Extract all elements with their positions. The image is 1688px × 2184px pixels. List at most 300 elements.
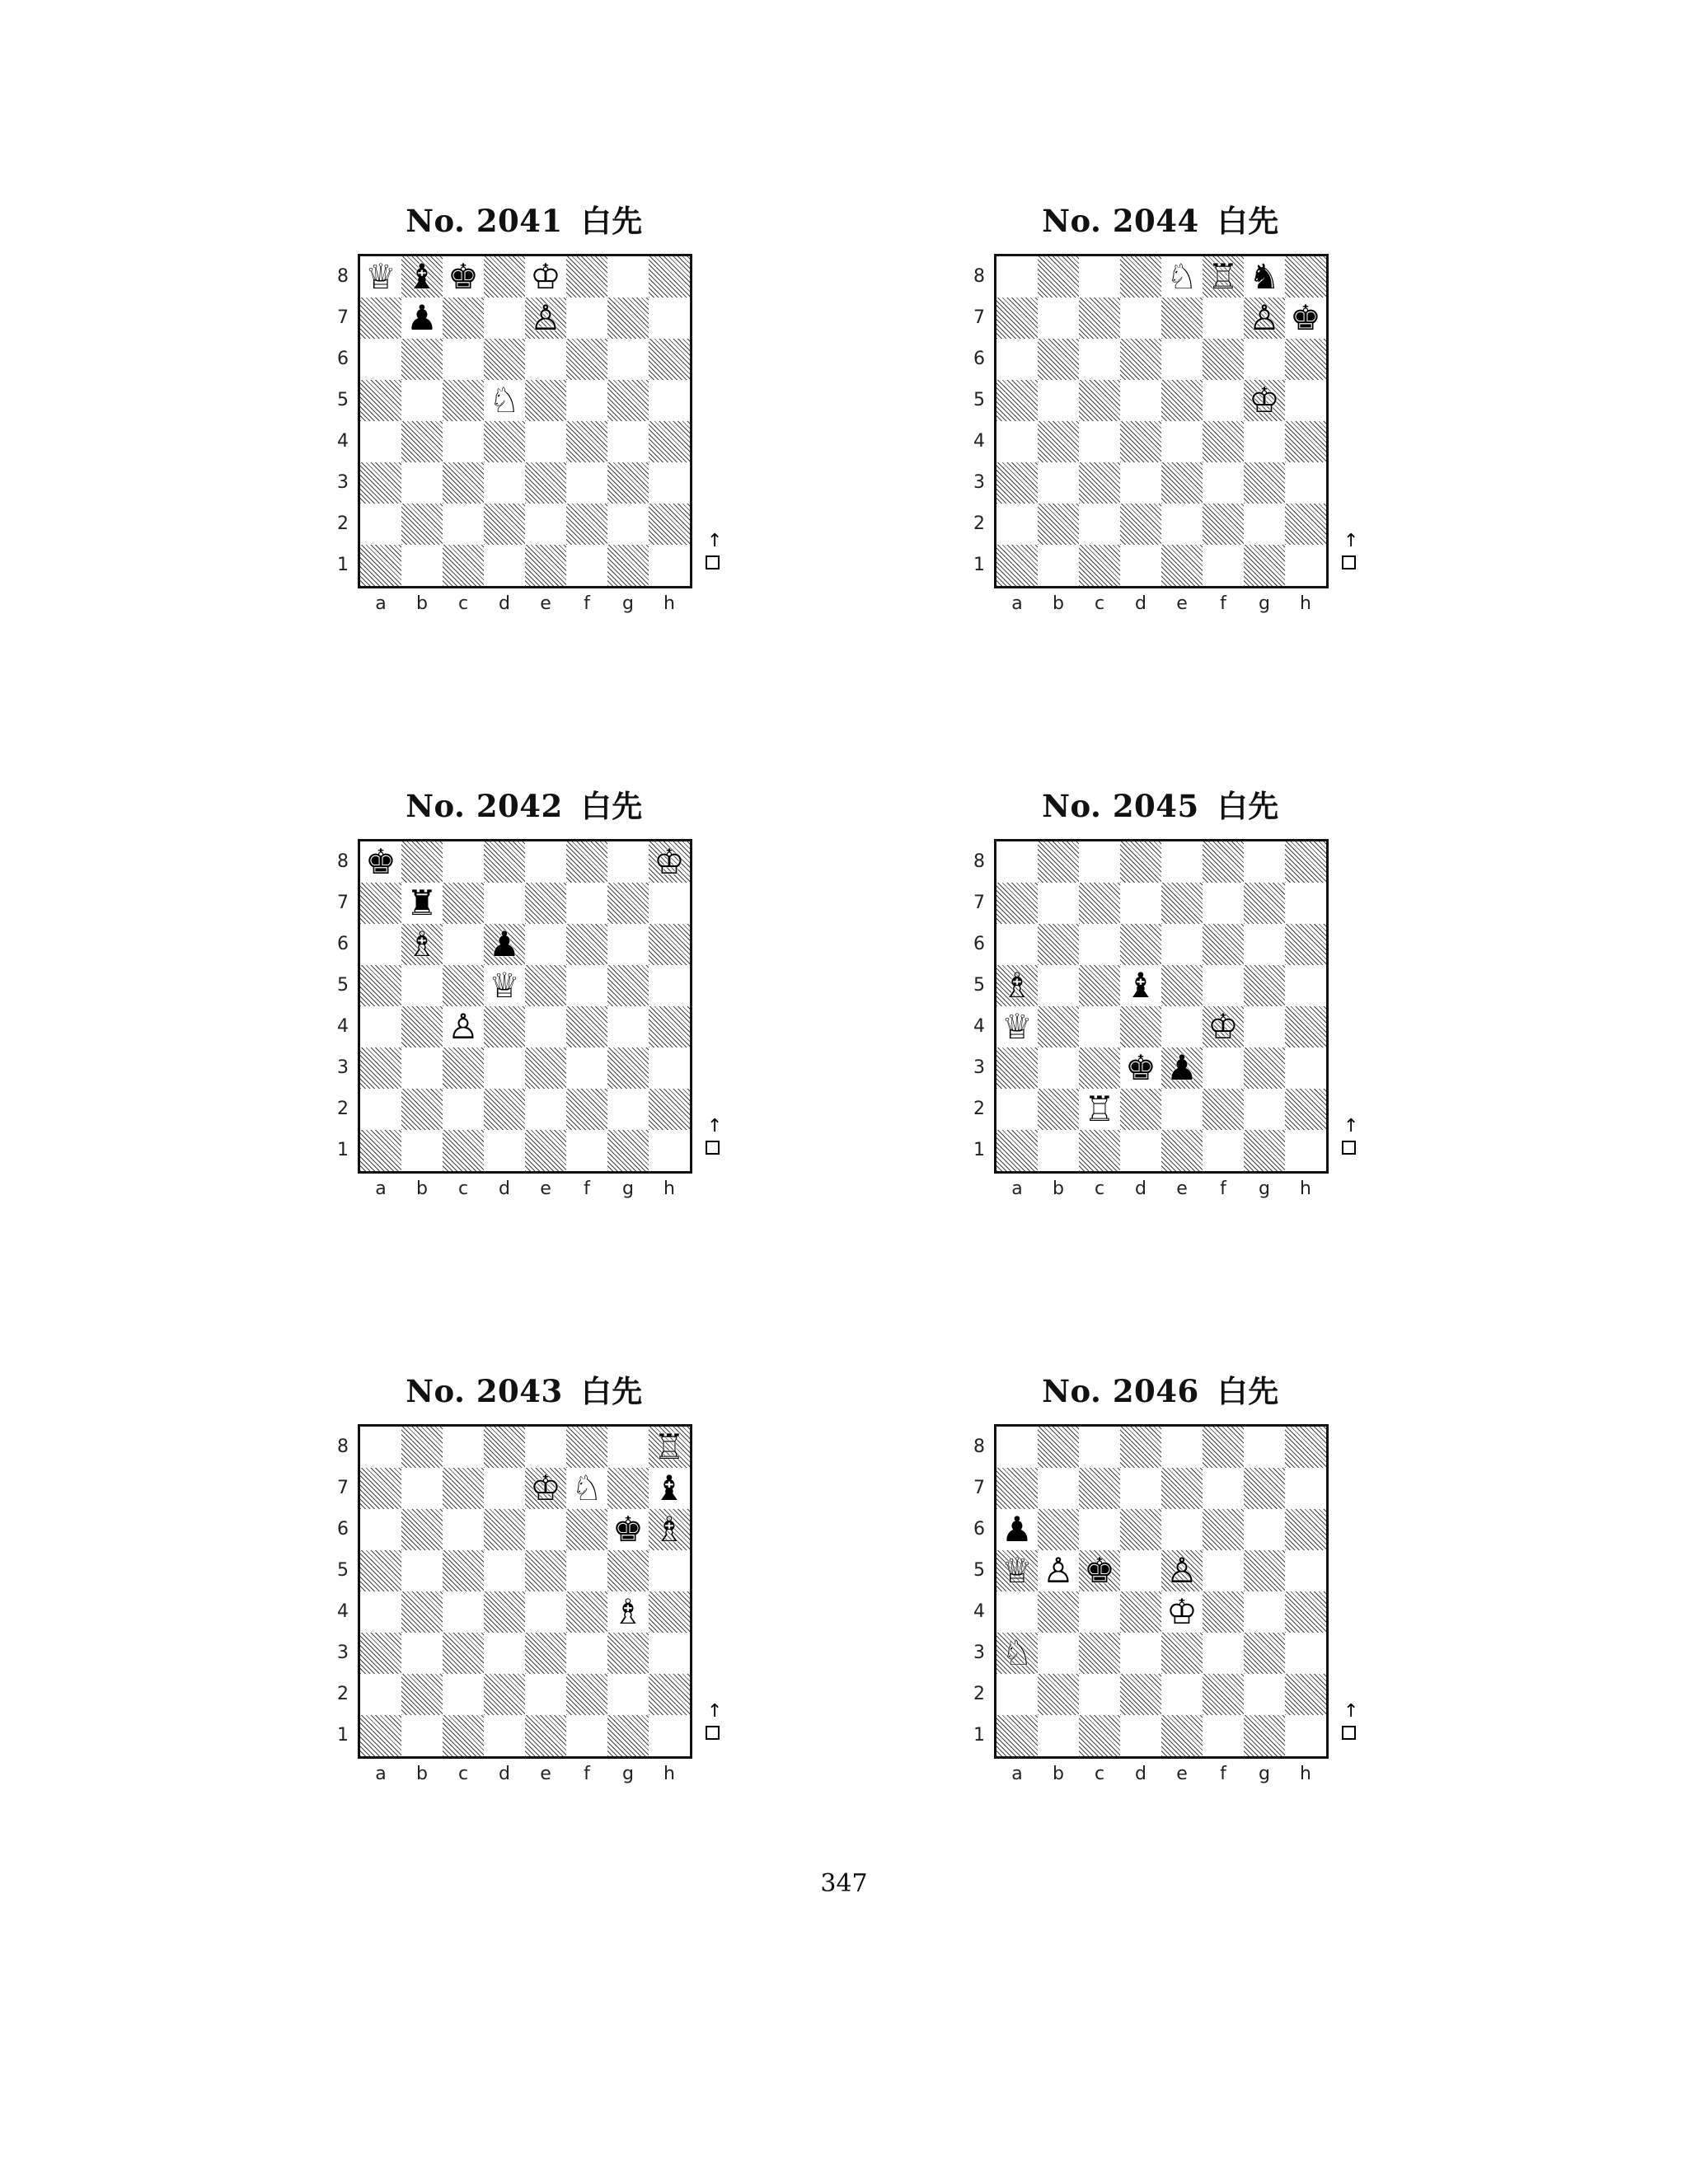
square-f1 xyxy=(1203,1715,1244,1756)
rank-label: 6 xyxy=(973,934,985,954)
puzzle-number: No. 2043 xyxy=(406,1373,563,1409)
square-e5 xyxy=(525,965,566,1006)
square-g3 xyxy=(1244,1633,1285,1674)
square-b6 xyxy=(401,924,443,965)
square-h5 xyxy=(649,380,690,421)
square-f4 xyxy=(566,421,607,462)
square-d2 xyxy=(484,1089,525,1130)
square-g1 xyxy=(1244,1715,1285,1756)
square-d1 xyxy=(484,1130,525,1171)
chess-piece: ♗ xyxy=(1001,965,1033,1005)
square-e4 xyxy=(1161,1591,1203,1633)
square-e7 xyxy=(1161,1468,1203,1509)
rank-label: 5 xyxy=(337,390,349,410)
square-b6 xyxy=(1038,339,1079,380)
square-b1 xyxy=(401,545,443,586)
rank-label: 7 xyxy=(337,893,349,913)
square-c7 xyxy=(443,298,484,339)
white-to-move-indicator xyxy=(704,1116,723,1159)
square-f7 xyxy=(1203,298,1244,339)
chess-piece: ♖ xyxy=(654,1427,685,1467)
rank-label: 1 xyxy=(337,1140,349,1160)
square-d8 xyxy=(1120,256,1161,298)
square-g6 xyxy=(1244,1509,1285,1550)
square-a6 xyxy=(996,924,1038,965)
square-h8 xyxy=(649,1427,690,1468)
square-b5 xyxy=(401,1550,443,1591)
square-f3 xyxy=(1203,1047,1244,1089)
puzzle-number: No. 2042 xyxy=(406,788,563,824)
square-c8 xyxy=(443,841,484,883)
square-b4 xyxy=(1038,421,1079,462)
square-d6 xyxy=(1120,1509,1161,1550)
file-label: a xyxy=(375,593,387,614)
square-c3 xyxy=(1079,1633,1120,1674)
square-h6 xyxy=(1285,339,1326,380)
chess-piece: ♝ xyxy=(1125,965,1156,1005)
white-square-icon xyxy=(1342,1141,1356,1155)
square-e3 xyxy=(525,462,566,504)
file-label: c xyxy=(1094,593,1105,614)
square-e6 xyxy=(525,339,566,380)
square-f8 xyxy=(1203,1427,1244,1468)
square-h4 xyxy=(649,1591,690,1633)
file-label: h xyxy=(663,1764,675,1784)
square-g4 xyxy=(607,421,649,462)
rank-label: 1 xyxy=(337,1725,349,1746)
square-h3 xyxy=(1285,462,1326,504)
square-g8 xyxy=(607,841,649,883)
square-g8 xyxy=(1244,256,1285,298)
square-h5 xyxy=(1285,380,1326,421)
square-e8 xyxy=(525,1427,566,1468)
square-f1 xyxy=(1203,545,1244,586)
file-label: b xyxy=(1053,1764,1064,1784)
square-h1 xyxy=(649,545,690,586)
chess-piece: ♕ xyxy=(365,256,396,297)
square-f5 xyxy=(566,380,607,421)
square-e2 xyxy=(525,504,566,545)
square-b2 xyxy=(401,1089,443,1130)
square-g5 xyxy=(1244,965,1285,1006)
chess-piece: ♚ xyxy=(1084,1550,1115,1591)
file-label: d xyxy=(499,1764,510,1784)
square-f6 xyxy=(1203,1509,1244,1550)
square-f6 xyxy=(566,1509,607,1550)
chess-piece: ♔ xyxy=(530,1468,561,1508)
square-g1 xyxy=(607,1715,649,1756)
file-label: e xyxy=(540,1179,551,1199)
white-to-move-indicator xyxy=(1340,1703,1357,1744)
square-b3 xyxy=(401,1047,443,1089)
square-b5 xyxy=(1038,965,1079,1006)
rank-label: 7 xyxy=(973,1478,985,1498)
file-label: g xyxy=(622,593,634,614)
square-d8 xyxy=(484,256,525,298)
square-d4 xyxy=(484,1006,525,1047)
square-h5 xyxy=(1285,965,1326,1006)
square-c1 xyxy=(443,1715,484,1756)
square-e1 xyxy=(1161,1715,1203,1756)
rank-label: 5 xyxy=(337,975,349,996)
white-to-move-indicator xyxy=(1340,532,1357,574)
square-c4 xyxy=(1079,1591,1120,1633)
square-c6 xyxy=(1079,924,1120,965)
square-e6 xyxy=(1161,339,1203,380)
square-h1 xyxy=(1285,545,1326,586)
square-f7 xyxy=(1203,883,1244,924)
square-e4 xyxy=(525,1006,566,1047)
puzzle-2045 xyxy=(948,781,1359,1243)
square-g3 xyxy=(607,1047,649,1089)
square-f4 xyxy=(566,1591,607,1633)
square-b4 xyxy=(1038,1591,1079,1633)
square-b7 xyxy=(1038,883,1079,924)
file-label: f xyxy=(1220,1179,1226,1199)
square-d5 xyxy=(484,1550,525,1591)
square-d2 xyxy=(1120,1674,1161,1715)
rank-label: 7 xyxy=(973,307,985,328)
square-h5 xyxy=(1285,1550,1326,1591)
square-h4 xyxy=(1285,1591,1326,1633)
square-g2 xyxy=(1244,1089,1285,1130)
file-label: g xyxy=(1259,1764,1270,1784)
rank-label: 3 xyxy=(973,472,985,493)
square-f8 xyxy=(566,1427,607,1468)
square-f6 xyxy=(566,924,607,965)
rank-label: 8 xyxy=(337,1436,349,1457)
chess-board xyxy=(358,254,692,588)
square-f7 xyxy=(1203,1468,1244,1509)
square-a4 xyxy=(360,1006,401,1047)
puzzle-2042 xyxy=(312,781,723,1243)
chess-piece: ♟ xyxy=(1001,1509,1033,1549)
chess-piece: ♚ xyxy=(1125,1047,1156,1088)
square-b3 xyxy=(1038,1633,1079,1674)
square-d4 xyxy=(1120,1006,1161,1047)
square-c7 xyxy=(443,1468,484,1509)
file-label: c xyxy=(1094,1179,1105,1199)
rank-label: 4 xyxy=(337,1016,349,1037)
square-c6 xyxy=(443,339,484,380)
puzzle-title xyxy=(359,196,689,241)
square-e8 xyxy=(1161,841,1203,883)
square-b5 xyxy=(1038,380,1079,421)
square-e5 xyxy=(1161,1550,1203,1591)
rank-label: 1 xyxy=(973,1725,985,1746)
square-d6 xyxy=(1120,339,1161,380)
square-h1 xyxy=(1285,1130,1326,1171)
square-g7 xyxy=(607,883,649,924)
file-label: c xyxy=(1094,1764,1105,1784)
square-f6 xyxy=(566,339,607,380)
square-d3 xyxy=(1120,1047,1161,1089)
file-label: d xyxy=(499,593,510,614)
white-to-move-indicator xyxy=(704,531,723,574)
square-d2 xyxy=(1120,504,1161,545)
square-c6 xyxy=(443,924,484,965)
square-b6 xyxy=(1038,924,1079,965)
file-label: f xyxy=(584,1764,590,1784)
square-g5 xyxy=(607,965,649,1006)
square-f1 xyxy=(566,545,607,586)
square-c1 xyxy=(1079,1715,1120,1756)
square-a8 xyxy=(996,256,1038,298)
file-label: a xyxy=(1011,1764,1023,1784)
file-label: f xyxy=(584,593,590,614)
rank-label: 8 xyxy=(337,851,349,872)
square-c2 xyxy=(1079,1674,1120,1715)
square-g5 xyxy=(1244,380,1285,421)
square-d1 xyxy=(1120,1130,1161,1171)
square-h1 xyxy=(1285,1715,1326,1756)
square-f8 xyxy=(566,256,607,298)
square-a4 xyxy=(996,421,1038,462)
square-h4 xyxy=(1285,1006,1326,1047)
square-g3 xyxy=(1244,462,1285,504)
square-h8 xyxy=(1285,841,1326,883)
square-h2 xyxy=(1285,504,1326,545)
square-e2 xyxy=(1161,1089,1203,1130)
square-g2 xyxy=(607,1089,649,1130)
square-g8 xyxy=(607,256,649,298)
puzzle-number: No. 2041 xyxy=(406,203,563,239)
rank-label: 3 xyxy=(337,472,349,493)
square-c7 xyxy=(1079,298,1120,339)
square-a6 xyxy=(360,924,401,965)
square-f2 xyxy=(566,1674,607,1715)
square-c4 xyxy=(443,1006,484,1047)
square-e4 xyxy=(1161,421,1203,462)
square-d6 xyxy=(484,1509,525,1550)
square-a2 xyxy=(996,504,1038,545)
square-e4 xyxy=(525,1591,566,1633)
square-b8 xyxy=(1038,841,1079,883)
rank-label: 7 xyxy=(337,1478,349,1498)
chess-piece: ♔ xyxy=(1249,380,1280,420)
chess-board xyxy=(358,1424,692,1759)
chess-piece: ♙ xyxy=(1249,298,1280,338)
square-d8 xyxy=(484,841,525,883)
square-e1 xyxy=(525,1130,566,1171)
square-d8 xyxy=(484,1427,525,1468)
file-label: a xyxy=(375,1764,387,1784)
puzzle-2043 xyxy=(312,1366,723,1828)
chess-piece: ♗ xyxy=(612,1591,644,1632)
square-c2 xyxy=(443,1674,484,1715)
square-b8 xyxy=(1038,256,1079,298)
square-e6 xyxy=(525,924,566,965)
chess-piece: ♔ xyxy=(654,841,685,882)
square-a4 xyxy=(360,1591,401,1633)
square-a6 xyxy=(360,1509,401,1550)
square-d7 xyxy=(484,883,525,924)
square-g4 xyxy=(607,1591,649,1633)
square-e8 xyxy=(525,256,566,298)
square-g7 xyxy=(1244,298,1285,339)
square-c2 xyxy=(443,1089,484,1130)
square-d1 xyxy=(484,545,525,586)
square-a5 xyxy=(996,1550,1038,1591)
rank-label: 8 xyxy=(973,851,985,872)
file-label: b xyxy=(416,593,428,614)
white-square-icon xyxy=(706,1726,720,1740)
square-b3 xyxy=(401,1633,443,1674)
square-g1 xyxy=(1244,1130,1285,1171)
square-d5 xyxy=(484,965,525,1006)
chess-piece: ♟ xyxy=(489,924,520,964)
puzzle-number: No. 2044 xyxy=(1042,203,1199,239)
square-e2 xyxy=(525,1674,566,1715)
square-d7 xyxy=(484,298,525,339)
square-a3 xyxy=(996,462,1038,504)
chess-piece: ♞ xyxy=(1249,256,1280,297)
square-h4 xyxy=(1285,421,1326,462)
chess-piece: ♙ xyxy=(1166,1550,1198,1591)
chess-piece: ♟ xyxy=(1166,1047,1198,1088)
chess-piece: ♕ xyxy=(1001,1006,1033,1047)
square-f3 xyxy=(1203,462,1244,504)
square-c2 xyxy=(1079,1089,1120,1130)
puzzle-2044 xyxy=(948,196,1359,658)
square-e7 xyxy=(1161,298,1203,339)
square-f5 xyxy=(1203,380,1244,421)
square-f3 xyxy=(566,1047,607,1089)
square-h7 xyxy=(1285,883,1326,924)
chess-piece: ♘ xyxy=(1001,1633,1033,1673)
square-h4 xyxy=(649,421,690,462)
square-h8 xyxy=(649,841,690,883)
square-b1 xyxy=(1038,1715,1079,1756)
up-arrow-icon: ↑ xyxy=(1343,1701,1359,1722)
file-label: h xyxy=(663,1179,675,1199)
square-b4 xyxy=(401,1591,443,1633)
square-a6 xyxy=(360,339,401,380)
square-f8 xyxy=(566,841,607,883)
square-b5 xyxy=(401,965,443,1006)
square-g3 xyxy=(1244,1047,1285,1089)
square-g1 xyxy=(607,1130,649,1171)
rank-label: 6 xyxy=(337,934,349,954)
page-number: 347 xyxy=(820,1869,868,1898)
square-a2 xyxy=(360,504,401,545)
puzzle-title xyxy=(359,1366,689,1411)
square-f3 xyxy=(1203,1633,1244,1674)
rank-label: 1 xyxy=(973,555,985,575)
rank-label: 1 xyxy=(973,1140,985,1160)
square-a6 xyxy=(996,1509,1038,1550)
square-g5 xyxy=(607,1550,649,1591)
chess-piece: ♚ xyxy=(612,1509,644,1549)
square-c1 xyxy=(1079,545,1120,586)
chess-board xyxy=(994,839,1329,1174)
square-b7 xyxy=(1038,298,1079,339)
square-g4 xyxy=(1244,1006,1285,1047)
square-d1 xyxy=(1120,545,1161,586)
side-to-move-label: 白先 xyxy=(1217,1373,1279,1409)
square-e2 xyxy=(1161,1674,1203,1715)
chess-piece: ♟ xyxy=(406,298,438,338)
rank-label: 6 xyxy=(973,349,985,369)
square-b1 xyxy=(1038,545,1079,586)
square-c8 xyxy=(1079,256,1120,298)
square-a7 xyxy=(996,883,1038,924)
square-h6 xyxy=(1285,924,1326,965)
square-g3 xyxy=(607,1633,649,1674)
square-a3 xyxy=(996,1633,1038,1674)
square-f5 xyxy=(1203,965,1244,1006)
square-g1 xyxy=(1244,545,1285,586)
square-a6 xyxy=(996,339,1038,380)
square-a1 xyxy=(360,545,401,586)
square-f1 xyxy=(566,1715,607,1756)
square-f1 xyxy=(1203,1130,1244,1171)
square-c2 xyxy=(1079,504,1120,545)
rank-label: 2 xyxy=(337,1099,349,1119)
square-c1 xyxy=(443,1130,484,1171)
chess-piece: ♕ xyxy=(489,965,520,1005)
square-g2 xyxy=(607,504,649,545)
white-square-icon xyxy=(1342,555,1356,569)
chess-piece: ♙ xyxy=(530,298,561,338)
file-label: c xyxy=(457,1764,469,1784)
chess-piece: ♔ xyxy=(1207,1006,1239,1047)
square-a2 xyxy=(360,1089,401,1130)
square-h8 xyxy=(1285,256,1326,298)
square-e5 xyxy=(525,1550,566,1591)
square-d3 xyxy=(484,1633,525,1674)
square-c7 xyxy=(1079,883,1120,924)
square-f5 xyxy=(566,1550,607,1591)
square-g8 xyxy=(607,1427,649,1468)
square-e8 xyxy=(1161,1427,1203,1468)
square-f5 xyxy=(566,965,607,1006)
square-a8 xyxy=(996,841,1038,883)
square-f6 xyxy=(1203,924,1244,965)
puzzle-2046 xyxy=(948,1366,1359,1828)
square-e1 xyxy=(525,1715,566,1756)
square-c4 xyxy=(1079,421,1120,462)
square-h3 xyxy=(1285,1047,1326,1089)
square-e3 xyxy=(525,1633,566,1674)
square-a1 xyxy=(996,1130,1038,1171)
square-a5 xyxy=(996,380,1038,421)
rank-label: 2 xyxy=(973,1684,985,1704)
chess-piece: ♕ xyxy=(1001,1550,1033,1591)
square-h6 xyxy=(649,1509,690,1550)
file-label: a xyxy=(1011,593,1023,614)
square-e6 xyxy=(525,1509,566,1550)
square-e7 xyxy=(525,883,566,924)
rank-label: 5 xyxy=(973,390,985,410)
square-e5 xyxy=(1161,380,1203,421)
square-b3 xyxy=(1038,1047,1079,1089)
square-c4 xyxy=(443,1591,484,1633)
rank-label: 2 xyxy=(973,1099,985,1119)
square-c5 xyxy=(443,1550,484,1591)
file-label: g xyxy=(1259,593,1270,614)
file-label: h xyxy=(1300,593,1311,614)
square-g6 xyxy=(1244,339,1285,380)
square-c8 xyxy=(443,1427,484,1468)
square-d7 xyxy=(1120,1468,1161,1509)
square-c5 xyxy=(443,380,484,421)
square-e3 xyxy=(1161,1633,1203,1674)
square-d8 xyxy=(1120,841,1161,883)
chess-piece: ♝ xyxy=(654,1468,685,1508)
square-d7 xyxy=(1120,883,1161,924)
square-h3 xyxy=(649,462,690,504)
